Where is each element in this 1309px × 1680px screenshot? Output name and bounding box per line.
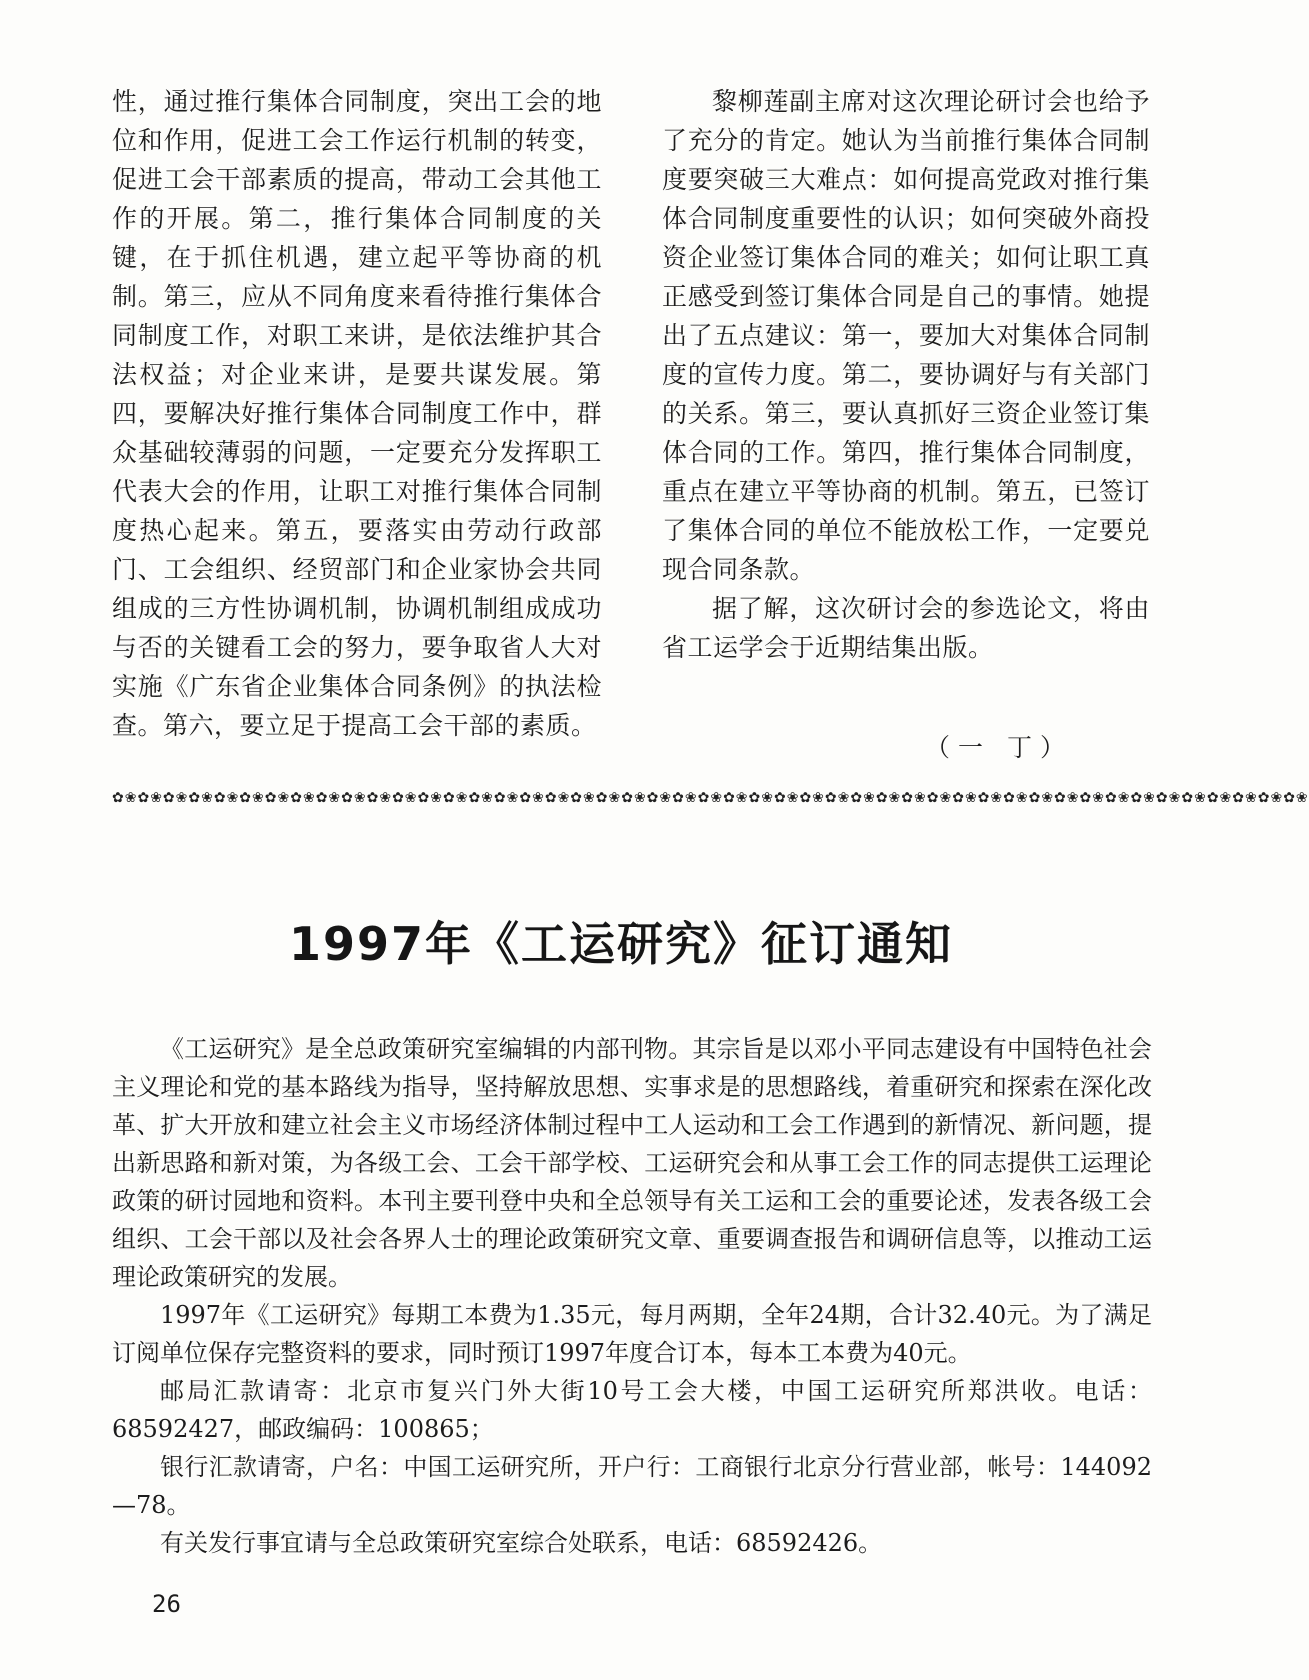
notice-paragraph-2: 1997年《工运研究》每期工本费为1.35元，每月两期，全年24期，合计32.40元。为了满足订阅单位保存完整资料的要求，同时预订1997年度合订本，每本工本费为40元。 — [112, 1301, 1152, 1367]
article-signature: （一 丁） — [925, 733, 1073, 762]
article-right-paragraph-1: 黎柳莲副主席对这次理论研讨会也给予了充分的肯定。她认为当前推行集体合同制度要突破三大难点：如何提高党政对推行集体合同制度重要性的认识；如何突破外商投资企业签订集体合同的难关；如何让职工真正感受到签订集体合同是自己的事情。她提出了五点建议：第一，要加大对集体合同制度的宣传力度。第二，要协调好与有关部门的关系。第三，要认真抓好三资企业签订集体合同的工作。第四，推行集体合同制度，重点在建立平等协商的机制。第五，已签订了集体合同的单位不能放松工作，一定要兑现合同条款。 — [662, 87, 1150, 584]
article-left-text: 性，通过推行集体合同制度，突出工会的地位和作用，促进工会工作运行机制的转变，促进工会干部素质的提高，带动工会其他工作的开展。第二，推行集体合同制度的关键，在于抓住机遇，建立起平等协商的机制。第三，应从不同角度来看待推行集体合同制度工作，对职工来讲，是依法维护其合法权益；对企业来讲，是要共谋发展。第四，要解决好推行集体合同制度工作中，群众基础较薄弱的问题，一定要充分发挥职工代表大会的作用，让职工对推行集体合同制度热心起来。第五，要落实由劳动行政部门、工会组织、经贸部门和企业家协会共同组成的三方性协调机制，协调机制组成成功与否的关键看工会的努力，要争取省人大对实施《广东省企业集体合同条例》的执法检查。第六，要立足于提高工会干部的素质。 — [112, 87, 602, 740]
article-right-column — [662, 82, 1150, 667]
notice-paragraph-3: 邮局汇款请寄：北京市复兴门外大街10号工会大楼，中国工运研究所郑洪收。电话：68592427，邮政编码：100865； — [112, 1377, 1152, 1443]
notice-paragraph-5: 有关发行事宜请与全总政策研究室综合处联系，电话：68592426。 — [160, 1529, 883, 1557]
notice-paragraph-1: 《工运研究》是全总政策研究室编辑的内部刊物。其宗旨是以邓小平同志建设有中国特色社会主义理论和党的基本路线为指导，坚持解放思想、实事求是的思想路线，着重研究和探索在深化改革、扩大开放和建立社会主义市场经济体制过程中工人运动和工会工作遇到的新情况、新问题，提出新思路和新对策，为各级工会、工会干部学校、工运研究会和从事工会工作的同志提供工运理论政策的研讨园地和资料。本刊主要刊登中央和全总领导有关工运和工会的重要论述，发表各级工会组织、工会干部以及社会各界人士的理论政策研究文章、重要调查报告和调研信息等，以推动工运理论政策研究的发展。 — [112, 1035, 1152, 1291]
ornamental-divider: ✿❀✿❀✿❀✿❀✿❀✿❀✿❀✿❀✿❀✿❀✿❀✿❀✿❀✿❀✿❀✿❀✿❀✿❀✿❀✿❀✿❀✿❀✿❀✿❀✿❀✿❀✿❀✿❀✿❀✿❀✿❀✿❀✿❀✿❀✿❀✿❀✿❀✿❀✿❀✿❀✿❀✿❀✿❀✿❀✿❀✿❀✿❀ — [112, 790, 1309, 806]
article-left-column — [112, 82, 602, 745]
notice-paragraph-4: 银行汇款请寄，户名：中国工运研究所，开户行：工商银行北京分行营业部，帐号：144092—78。 — [112, 1453, 1152, 1519]
page-number: 26 — [152, 1590, 181, 1618]
notice-body — [112, 1030, 1152, 1562]
notice-title: 1997年《工运研究》征订通知 — [288, 917, 954, 971]
article-right-paragraph-2: 据了解，这次研讨会的参选论文，将由省工运学会于近期结集出版。 — [662, 594, 1150, 662]
